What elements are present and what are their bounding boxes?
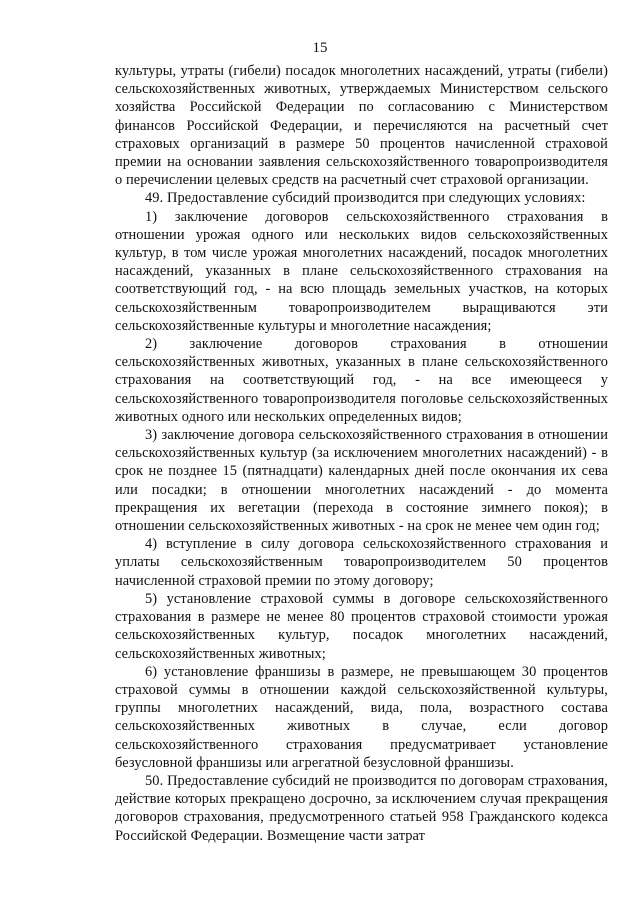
- paragraph-condition-6: 6) установление франшизы в размере, не превышающем 30 процентов страховой суммы в отношении каждой сельскохозяйственной культуры, группы многолетних насаждений, вида, пола, возрастного состава сельскохозяйственных животных в случае, если договор сельскохозяйственного страхования предусматривает установление безусловной франшизы или агрегатной безусловной франшизы.: [115, 663, 608, 771]
- paragraph-condition-1: 1) заключение договоров сельскохозяйственного страхования в отношении урожая одного или нескольких видов сельскохозяйственных культур, в том числе урожая многолетних насаждений, посадок многолетних насаждений, указанных в плане сельскохозяйственного страхования на соответствующий год, - на всю площадь земельных участков, на которых сельскохозяйственным товаропроизводителем выращиваются эти сельскохозяйственные культуры и многолетние насаждения;: [115, 208, 608, 334]
- page-number: 15: [312, 40, 328, 56]
- paragraph-item-49: 49. Предоставление субсидий производится при следующих условиях:: [145, 190, 586, 207]
- paragraph-condition-5: 5) установление страховой суммы в договоре сельскохозяйственного страхования в размере не менее 80 процентов страховой стоимости урожая сельскохозяйственных культур, посадок многолетних насаждений, сельскохозяйственных животных;: [115, 590, 608, 662]
- paragraph-condition-2: 2) заключение договоров страхования в отношении сельскохозяйственных животных, указанных в плане сельскохозяйственного страхования на соответствующий год, - на все имеющееся у сельскохозяйственного товаропроизводителя поголовье сельскохозяйственных животных одного или нескольких определенных видов;: [115, 336, 608, 425]
- paragraph-condition-4: 4) вступление в силу договора сельскохозяйственного страхования и уплаты сельскохозяйственным товаропроизводителем 50 процентов начисленной страховой премии по этому договору;: [115, 536, 608, 589]
- paragraph-item-50: 50. Предоставление субсидий не производится по договорам страхования, действие которых прекращено досрочно, за исключением случая прекращения договоров страхования, предусмотренного статьей 958 Гражданского кодекса Российской Федерации. Возмещение части затрат: [115, 772, 608, 844]
- paragraph-condition-3: 3) заключение договора сельскохозяйственного страхования в отношении сельскохозяйственных культур (за исключением многолетних насаждений) - в срок не позднее 15 (пятнадцати) календарных дней после окончания их сева или посадки; в отношении многолетних насаждений - до момента прекращения их вегетации (перехода в состояние зимнего покоя); в отношении сельскохозяйственных животных - на срок не менее чем один год;: [115, 427, 608, 535]
- document-body: [115, 62, 608, 845]
- paragraph-continuation: культуры, утраты (гибели) посадок многолетних насаждений, утраты (гибели) сельскохозяйственных животных, утверждаемых Министерством сельского хозяйства Российской Федерации по согласованию с Министерством финансов Российской Федерации, и перечисляются на расчетный счет страховых организаций в размере 50 процентов начисленной страховой премии на основании заявления сельскохозяйственного товаропроизводителя о перечислении целевых средств на расчетный счет страховой организации.: [115, 63, 608, 189]
